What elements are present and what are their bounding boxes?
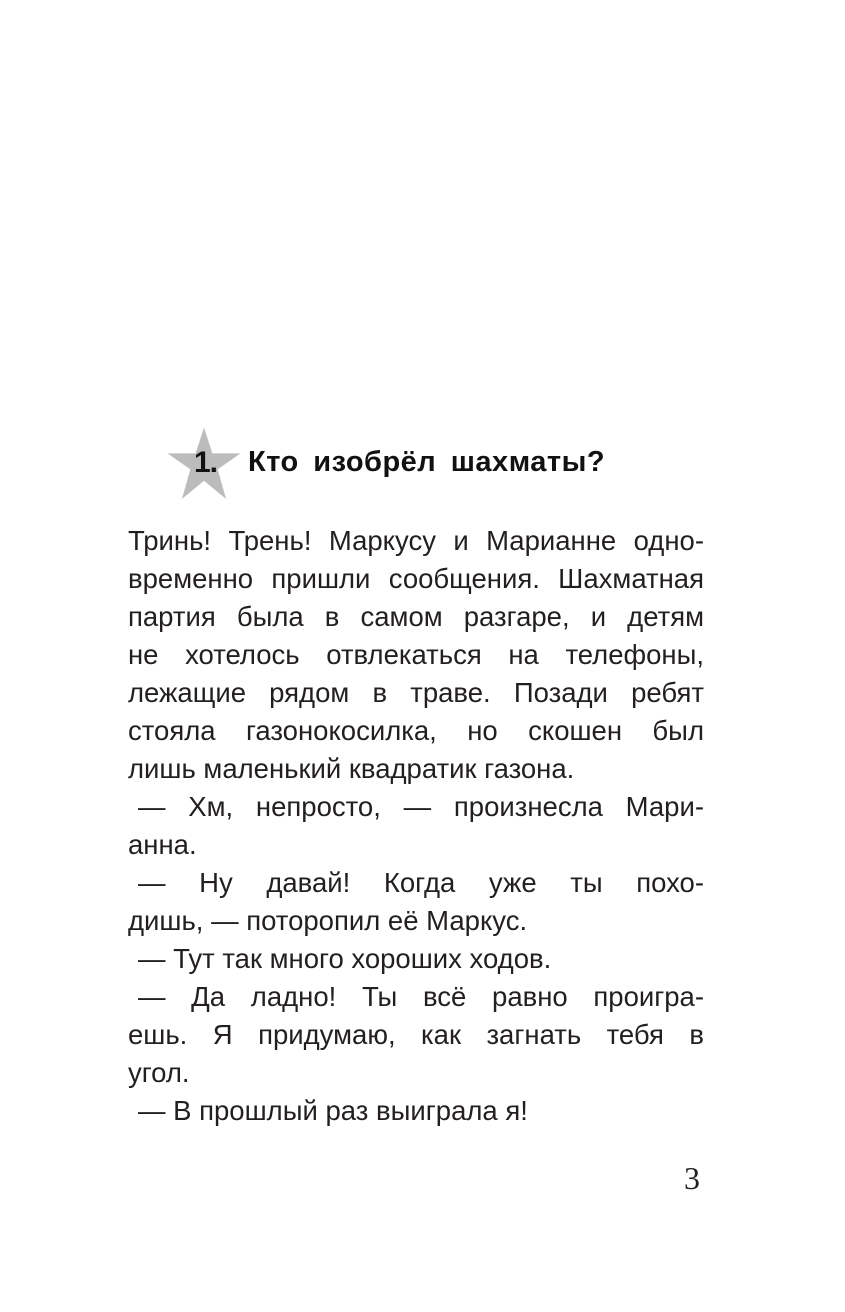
text-line: — Ну давай! Когда уже ты похо- — [138, 867, 704, 898]
text-line: лишь маленький квадратик газона. — [128, 753, 575, 784]
text-line: — Да ладно! Ты всё равно проигра- — [138, 981, 704, 1012]
text-line: угол. — [128, 1057, 190, 1088]
text-line: — В прошлый раз выиграла я! — [138, 1095, 528, 1126]
chapter-heading — [166, 426, 686, 502]
text-line: Тринь! Трень! Маркусу и Марианне одно- — [128, 525, 704, 556]
text-line: — Хм, непросто, — произнесла Мари- — [138, 791, 704, 822]
text-line: временно пришли сообщения. Шахматная — [128, 563, 704, 594]
text-line: дишь, — поторопил её Маркус. — [128, 905, 528, 936]
text-line: ешь. Я придумаю, как загнать тебя в — [128, 1019, 704, 1050]
text-line: лежащие рядом в траве. Позади ребят — [128, 677, 704, 708]
text-line: — Тут так много хороших ходов. — [138, 943, 552, 974]
body-text — [128, 522, 704, 1130]
text-line: стояла газонокосилка, но скошен был — [128, 715, 704, 746]
chapter-title: Кто изобрёл шахматы? — [248, 446, 606, 478]
text-line: анна. — [128, 829, 197, 860]
text-line: не хотелось отвлекаться на телефоны, — [128, 639, 704, 670]
text-line: партия была в самом разгаре, и детям — [128, 601, 704, 632]
chapter-number: 1. — [194, 446, 218, 479]
page-number: 3 — [684, 1160, 700, 1196]
